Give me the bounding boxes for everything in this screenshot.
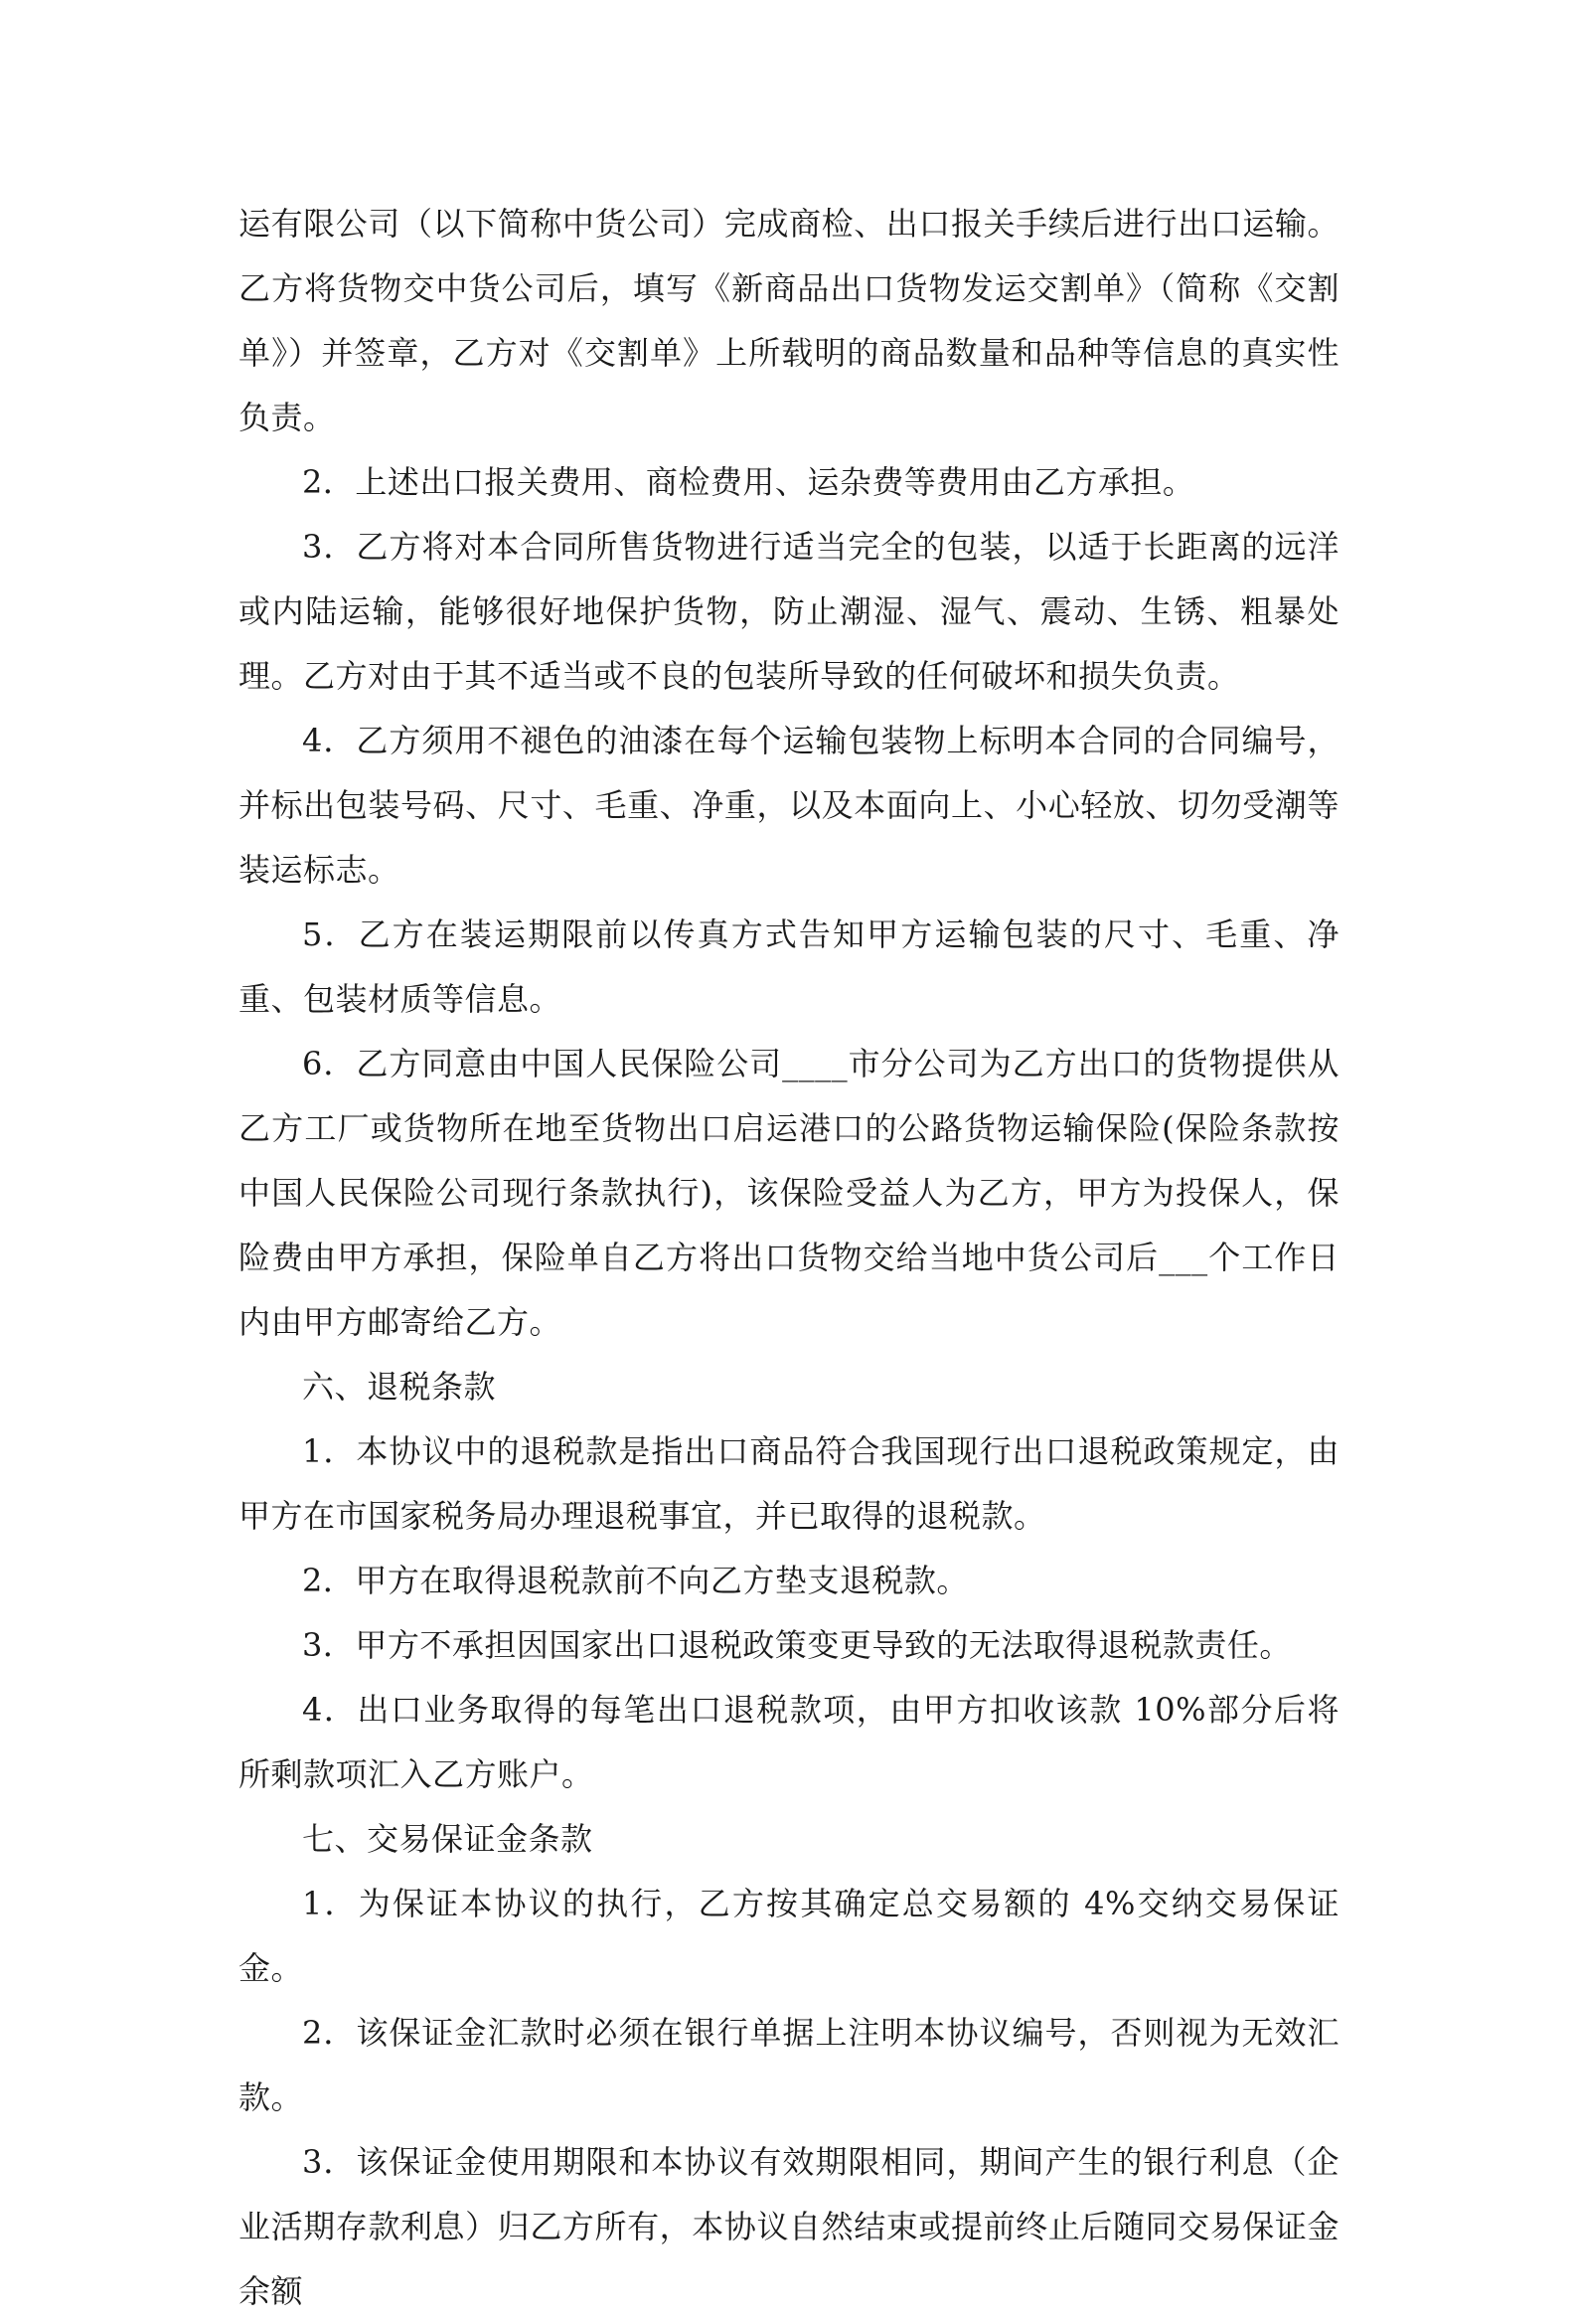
clause-5-5: 5．乙方在装运期限前以传真方式告知甲方运输包装的尺寸、毛重、净重、包装材质等信息。 xyxy=(238,915,1340,1018)
clause-5-2: 2．上述出口报关费用、商检费用、运杂费等费用由乙方承担。 xyxy=(302,463,1195,501)
clause-5-4: 4．乙方须用不褪色的油漆在每个运输包装物上标明本合同的合同编号，并标出包装号码、尺寸、毛重、净重，以及本面向上、小心轻放、切勿受潮等装运标志。 xyxy=(238,722,1340,889)
clause-6-1: 1．本协议中的退税款是指出口商品符合我国现行出口退税政策规定，由甲方在市国家税务局办理退税事宜，并已取得的退税款。 xyxy=(238,1432,1340,1535)
clause-6-4: 4．出口业务取得的每笔出口退税款项，由甲方扣收该款 10%部分后将所剩款项汇入乙方账户。 xyxy=(238,1691,1340,1793)
clause-7-3: 3．该保证金使用期限和本协议有效期限相同，期间产生的银行利息（企业活期存款利息）归乙方所有，本协议自然结束或提前终止后随同交易保证金余额 xyxy=(238,2143,1340,2310)
clause-5-3: 3．乙方将对本合同所售货物进行适当完全的包装，以适于长距离的远洋或内陆运输，能够很好地保护货物，防止潮湿、湿气、震动、生锈、粗暴处理。乙方对由于其不适当或不良的包装所导致的任何破坏和损失负责。 xyxy=(238,528,1340,695)
clause-6-2: 2．甲方在取得退税款前不向乙方垫支退税款。 xyxy=(302,1562,969,1599)
section-heading-tax-refund: 六、退税条款 xyxy=(302,1368,497,1406)
clause-6-3: 3．甲方不承担因国家出口退税政策变更导致的无法取得退税款责任。 xyxy=(302,1626,1292,1664)
section-heading-deposit: 七、交易保证金条款 xyxy=(302,1820,593,1858)
clause-7-2: 2．该保证金汇款时必须在银行单据上注明本协议编号，否则视为无效汇款。 xyxy=(238,2014,1340,2116)
clause-5-6: 6．乙方同意由中国人民保险公司____市分公司为乙方出口的货物提供从乙方工厂或货物所在地至货物出口启运港口的公路货物运输保险(保险条款按中国人民保险公司现行条款执行)，该保险受益人为乙方，甲方为投保人，保险费由甲方承担，保险单自乙方将出口货物交给当地中货公司后___个工作日内由甲方邮寄给乙方。 xyxy=(238,1045,1340,1341)
clause-7-1: 1．为保证本协议的执行，乙方按其确定总交易额的 4%交纳交易保证金。 xyxy=(238,1885,1340,1987)
paragraph-continuation: 运有限公司（以下简称中货公司）完成商检、出口报关手续后进行出口运输。乙方将货物交中货公司后，填写《新商品出口货物发运交割单》（简称《交割单》）并签章，乙方对《交割单》上所载明的商品数量和品种等信息的真实性负责。 xyxy=(238,205,1340,436)
document-page xyxy=(238,192,1340,2324)
